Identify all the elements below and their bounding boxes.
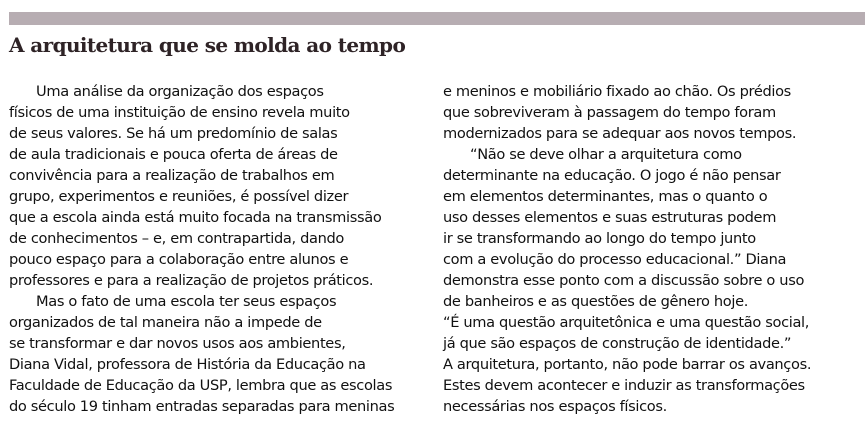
text-line: determinante na educação. O jogo é não pensar — [443, 167, 781, 184]
text-line: de aula tradicionais e pouca oferta de áreas de — [9, 146, 338, 163]
right-column — [443, 81, 863, 417]
text-line: se transformar e dar novos usos aos ambientes, — [9, 335, 346, 352]
text-line: com a evolução do processo educacional.” Diana — [443, 251, 787, 268]
text-line: de banheiros e as questões de gênero hoje. — [443, 293, 748, 310]
text-line: físicos de uma instituição de ensino revela muito — [9, 104, 350, 121]
text-line: de conhecimentos – e, em contrapartida, dando — [9, 230, 344, 247]
text-line: grupo, experimentos e reuniões, é possível dizer — [9, 188, 349, 205]
text-line: modernizados para se adequar aos novos tempos. — [443, 125, 797, 142]
text-line: necessárias nos espaços físicos. — [443, 398, 667, 415]
text-line: de seus valores. Se há um predomínio de salas — [9, 125, 338, 142]
text-line: ir se transformando ao longo do tempo junto — [443, 230, 756, 247]
header-bar — [9, 12, 865, 25]
text-line: demonstra esse ponto com a discussão sobre o uso — [443, 272, 805, 289]
text-line: em elementos determinantes, mas o quanto o — [443, 188, 768, 205]
text-line: convivência para a realização de trabalhos em — [9, 167, 335, 184]
article-title: A arquitetura que se molda ao tempo — [9, 33, 406, 57]
text-line: uso desses elementos e suas estruturas podem — [443, 209, 777, 226]
text-line: já que são espaços de construção de identidade.” — [443, 335, 792, 352]
text-line: A arquitetura, portanto, não pode barrar os avanços. — [443, 356, 812, 373]
text-line: Mas o fato de uma escola ter seus espaços — [36, 293, 337, 310]
text-line: Uma análise da organização dos espaços — [36, 83, 324, 100]
text-line: “Não se deve olhar a arquitetura como — [470, 146, 742, 163]
text-line: que a escola ainda está muito focada na transmissão — [9, 209, 382, 226]
text-line: professores e para a realização de projetos práticos. — [9, 272, 374, 289]
text-line: organizados de tal maneira não a impede de — [9, 314, 322, 331]
text-line: “É uma questão arquitetônica e uma questão social, — [443, 314, 810, 331]
text-line: Diana Vidal, professora de História da Educação na — [9, 356, 366, 373]
text-line: que sobreviveram à passagem do tempo foram — [443, 104, 776, 121]
text-line: e meninos e mobiliário fixado ao chão. Os prédios — [443, 83, 791, 100]
text-line: Estes devem acontecer e induzir as transformações — [443, 377, 805, 394]
text-line: Faculdade de Educação da USP, lembra que as escolas — [9, 377, 393, 394]
left-column — [9, 81, 434, 417]
text-line: pouco espaço para a colaboração entre alunos e — [9, 251, 349, 268]
text-line: do século 19 tinham entradas separadas para meninas — [9, 398, 395, 415]
